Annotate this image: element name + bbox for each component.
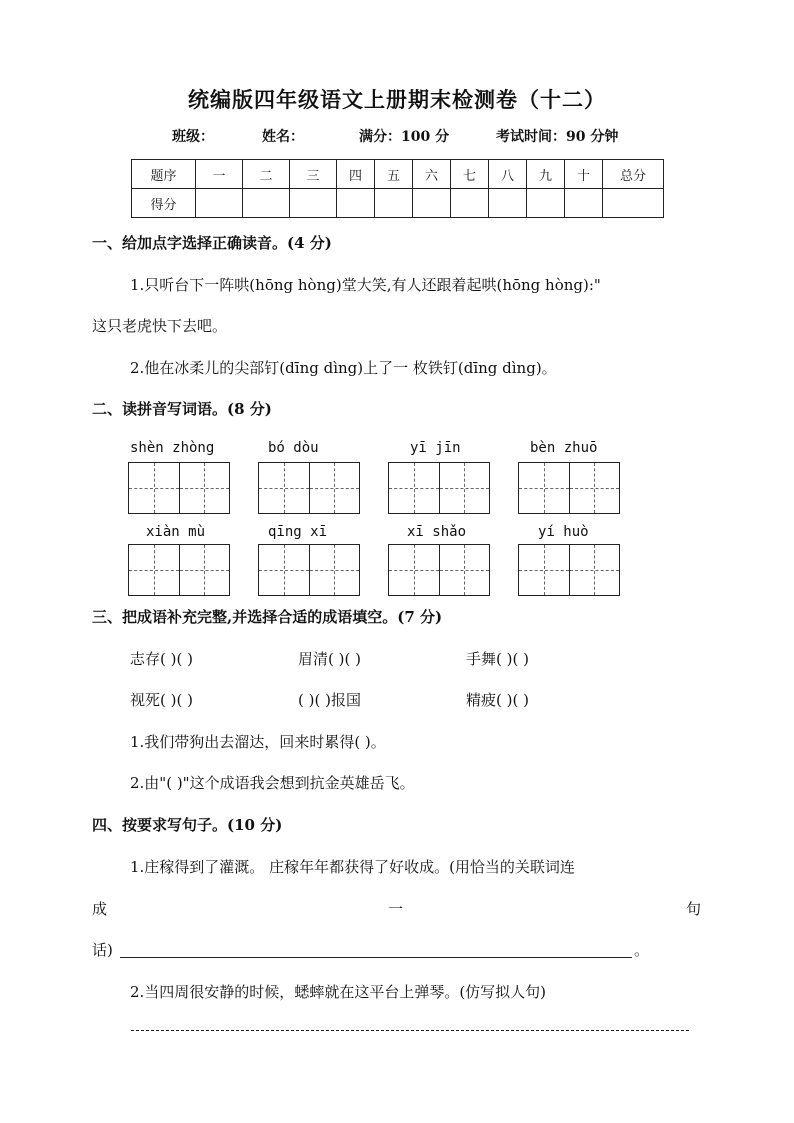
s3-q2: 2.由"( )"这个成语我会想到抗金英雄岳飞。 (130, 774, 415, 792)
idiom-blank: 眉清( )( ) (298, 650, 361, 668)
writing-grid[interactable] (258, 544, 360, 596)
pinyin-label: xiàn mù (146, 524, 206, 540)
writing-grid[interactable] (258, 462, 360, 514)
s4-q1-line1: 1.庄稼得到了灌溉。 庄稼年年都获得了好收成。(用恰当的关联词连 (130, 858, 575, 876)
score-input-cell[interactable] (489, 189, 527, 218)
section-1-heading: 一、给加点字选择正确读音。(4 分) (92, 234, 332, 252)
score-table-header-row (132, 160, 664, 189)
table-cell: 五 (375, 160, 413, 189)
s4-q1-word: 句 (686, 900, 702, 918)
s4-q1-end: 。 (634, 941, 650, 959)
table-cell: 总分 (603, 160, 664, 189)
score-input-cell[interactable] (375, 189, 413, 218)
s1-q1-line1: 1.只听台下一阵哄(hōng hòng)堂大笑,有人还跟着起哄(hōng hòng):" (130, 276, 601, 294)
idiom-blank: 手舞( )( ) (466, 650, 529, 668)
writing-grid[interactable] (518, 462, 620, 514)
table-cell: 一 (196, 160, 243, 189)
score-input-cell[interactable] (337, 189, 375, 218)
section-4-heading: 四、按要求写句子。(10 分) (92, 816, 283, 834)
writing-grid[interactable] (518, 544, 620, 596)
idiom-blank: 视死( )( ) (130, 691, 193, 709)
name-label: 姓名： (262, 129, 304, 145)
pinyin-label: bèn zhuō (530, 440, 598, 456)
s4-q1-word: 一 (388, 900, 404, 918)
pinyin-label: qīng xī (268, 524, 328, 540)
s4-q1-word: 话) (92, 941, 113, 959)
score-input-cell[interactable] (413, 189, 451, 218)
table-cell: 三 (290, 160, 337, 189)
s4-q1-word: 成 (92, 900, 108, 918)
table-cell: 八 (489, 160, 527, 189)
writing-grid[interactable] (128, 462, 230, 514)
s1-q2: 2.他在冰柔儿的尖部钉(dīng dìng)上了一 枚铁钉(dīng dìng)。 (130, 359, 557, 377)
score-table (131, 159, 664, 218)
score-input-cell[interactable] (196, 189, 243, 218)
page-title: 统编版四年级语文上册期末检测卷（十二） (188, 87, 606, 112)
score-input-cell[interactable] (243, 189, 290, 218)
table-cell: 十 (565, 160, 603, 189)
table-cell: 得分 (132, 189, 196, 218)
answer-line[interactable] (131, 1030, 689, 1031)
table-cell: 四 (337, 160, 375, 189)
writing-grid[interactable] (388, 462, 490, 514)
pinyin-label: yí huò (538, 524, 589, 540)
section-3-heading: 三、把成语补充完整,并选择合适的成语填空。(7 分) (92, 608, 443, 626)
class-label: 班级： (172, 129, 214, 145)
idiom-blank: ( )( )报国 (298, 691, 361, 709)
s4-q2: 2.当四周很安静的时候，蟋蟀就在这平台上弹琴。(仿写拟人句) (130, 983, 547, 1001)
s1-q1-line2: 这只老虎快下去吧。 (92, 317, 228, 335)
table-cell: 六 (413, 160, 451, 189)
score-input-cell[interactable] (565, 189, 603, 218)
writing-grid[interactable] (128, 544, 230, 596)
pinyin-label: bó dòu (268, 440, 319, 456)
full-score: 满分：100 分 (359, 129, 450, 145)
section-2-heading: 二、读拼音写词语。(8 分) (92, 400, 272, 418)
table-cell: 二 (243, 160, 290, 189)
score-input-cell[interactable] (451, 189, 489, 218)
table-cell: 题序 (132, 160, 196, 189)
score-input-cell[interactable] (290, 189, 337, 218)
pinyin-label: yī jīn (410, 440, 461, 456)
table-cell: 九 (527, 160, 565, 189)
score-input-cell[interactable] (603, 189, 664, 218)
score-table-score-row (132, 189, 664, 218)
s3-q1: 1.我们带狗出去溜达，回来时累得( )。 (130, 733, 386, 751)
answer-line[interactable] (120, 957, 632, 958)
idiom-blank: 志存( )( ) (130, 650, 193, 668)
table-cell: 七 (451, 160, 489, 189)
score-input-cell[interactable] (527, 189, 565, 218)
exam-time: 考试时间：90 分钟 (496, 129, 619, 145)
idiom-blank: 精疲( )( ) (466, 691, 529, 709)
writing-grid[interactable] (388, 544, 490, 596)
pinyin-label: shèn zhòng (130, 440, 215, 456)
pinyin-label: xī shǎo (407, 524, 467, 540)
